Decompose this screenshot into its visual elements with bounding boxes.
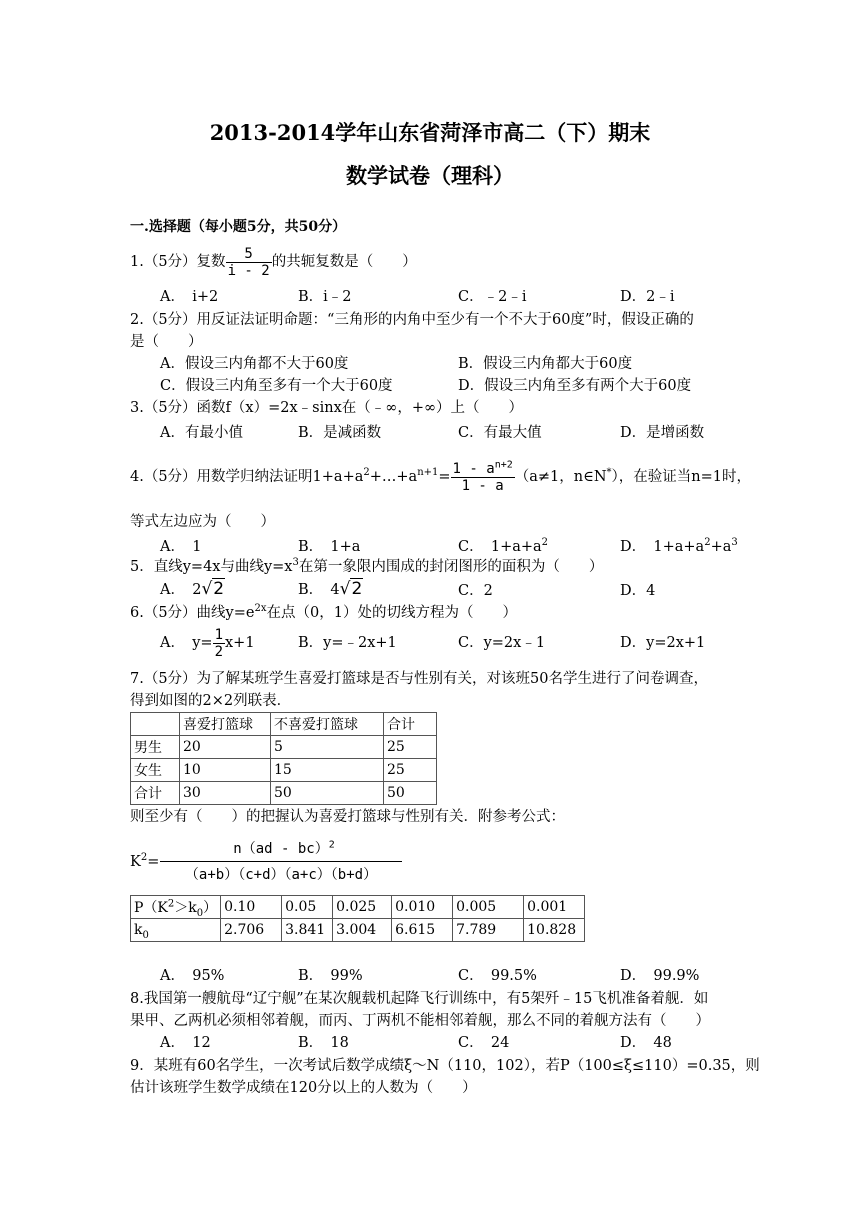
q5-option-b[interactable]	[298, 579, 363, 600]
question-5	[130, 557, 603, 577]
table-row	[131, 919, 585, 942]
q1-fraction	[226, 246, 272, 279]
table-row	[131, 782, 437, 805]
q6-text-a: 6.（5分）曲线y=e	[130, 605, 255, 621]
table-cell: 女生	[131, 759, 180, 782]
table-cell: 7.789	[453, 919, 524, 942]
p-label-end: ）	[203, 900, 218, 916]
q6-option-a-suffix: x+1	[225, 635, 255, 651]
q4-option-c[interactable]	[458, 537, 548, 557]
p-label-sup: 2	[167, 898, 175, 910]
q4-option-d-text: D． 1+a+a	[620, 539, 705, 555]
k2-label-k: K	[130, 854, 141, 870]
q5-option-a-text: A． 2	[160, 582, 202, 598]
q7-option-b[interactable]: B． 99%	[298, 968, 363, 984]
q8-option-a[interactable]: A． 12	[160, 1035, 211, 1051]
k0-label-sub: 0	[142, 929, 149, 941]
table-cell: 不喜爱打篮球	[271, 713, 384, 736]
p-label: P（K	[134, 900, 168, 916]
question-7-line-3: 则至少有（ ）的把握认为喜爱打篮球与性别有关．附参考公式：	[130, 809, 565, 825]
q1-option-b[interactable]: B．i﹣2	[298, 289, 352, 305]
table-cell: 0.05	[282, 896, 333, 919]
table-cell: 10.828	[524, 919, 585, 942]
table-cell: 男生	[131, 736, 180, 759]
q7-option-d[interactable]: D． 99.9%	[620, 968, 700, 984]
section-heading: 一.选择题（每小题5分，共50分）	[130, 219, 347, 235]
q4-equals: =	[438, 469, 451, 485]
k2-denominator: （a+b）（c+d）（a+c）（b+d）	[184, 867, 378, 883]
table-cell	[131, 713, 180, 736]
k2-numerator-text: n（ad - bc）	[233, 841, 329, 857]
contingency-table	[130, 712, 437, 805]
q6-sup: 2x	[254, 603, 267, 615]
table-cell: 2.706	[221, 919, 282, 942]
q1-suffix: 的共轭复数是（ ）	[271, 254, 417, 270]
table-cell: 25	[384, 759, 437, 782]
q5-text-a: 5．直线y=4x与曲线y=x	[130, 559, 293, 575]
q6-option-d[interactable]: D．y=2x+1	[620, 635, 706, 651]
q6-option-a-prefix: A． y=	[160, 635, 213, 651]
q5-option-a[interactable]	[160, 579, 225, 600]
table-cell: 50	[271, 782, 384, 805]
q4-numerator-base: 1 - a	[452, 460, 495, 477]
q8-option-c[interactable]: C． 24	[458, 1035, 510, 1051]
q1-option-d[interactable]: D．2﹣i	[620, 289, 675, 305]
table-cell: 合计	[384, 713, 437, 736]
table-cell	[131, 919, 221, 942]
q4-option-a[interactable]: A． 1	[160, 539, 202, 555]
table-cell: 10	[180, 759, 271, 782]
q5-option-c[interactable]: C．2	[458, 583, 493, 599]
table-cell: 25	[384, 736, 437, 759]
q7-option-c[interactable]: C． 99.5%	[458, 968, 537, 984]
question-7-line-1: 7.（5分）为了解某班学生喜爱打篮球是否与性别有关，对该班50名学生进行了问卷调查，	[130, 671, 709, 687]
q5-option-d[interactable]: D．4	[620, 583, 656, 599]
critical-value-table	[130, 895, 585, 942]
q8-option-b[interactable]: B． 18	[298, 1035, 349, 1051]
q4-sup-n1: n+1	[417, 467, 439, 479]
q5-option-b-radicand: 2	[351, 579, 363, 599]
table-cell: 6.615	[392, 919, 453, 942]
question-9-line-2: 估计该班学生数学成绩在120分以上的人数为（ ）	[130, 1080, 477, 1096]
table-cell: 喜爱打篮球	[180, 713, 271, 736]
question-2-line-1: 2.（5分）用反证法证明命题：“三角形的内角中至少有一个不大于60度”时，假设正确的	[130, 312, 694, 328]
q4-mid: +…+a	[369, 469, 418, 485]
k2-label-sup: 2	[140, 852, 148, 864]
q4-suffix: （a≠1，n∈N	[514, 469, 607, 485]
question-4	[130, 452, 751, 502]
table-cell: 0.10	[221, 896, 282, 919]
question-1	[130, 244, 417, 280]
q4-option-b[interactable]: B． 1+a	[298, 539, 361, 555]
table-cell: 0.005	[453, 896, 524, 919]
q5-text-b: 在第一象限内围成的封闭图形的面积为（ ）	[298, 559, 604, 575]
q1-option-c[interactable]: C．﹣2﹣i	[458, 289, 527, 305]
q2-option-d[interactable]: D．假设三内角至多有两个大于60度	[458, 378, 692, 394]
question-9-line-1: 9．某班有60名学生，一次考试后数学成绩ξ～N（110，102），若P（100≤ξ≤110）=0.35，则	[130, 1058, 760, 1074]
table-cell: 20	[180, 736, 271, 759]
page-subtitle: 数学试卷（理科）	[346, 163, 514, 188]
q3-option-d[interactable]: D．是增函数	[620, 425, 705, 441]
q3-option-a[interactable]: A．有最小值	[160, 425, 243, 441]
table-cell: 0.025	[333, 896, 392, 919]
q4-numerator-sup: n+2	[494, 458, 513, 470]
q4-numerator	[451, 458, 515, 478]
q4-suffix-2: ），在验证当n=1时，	[611, 469, 752, 485]
question-8-line-2: 果甲、乙两机必须相邻着舰，而丙、丁两机不能相邻着舰，那么不同的着舰方法有（ ）	[130, 1013, 710, 1029]
q4-option-d[interactable]	[620, 537, 738, 557]
q6-text-b: 在点（0，1）处的切线方程为（ ）	[266, 605, 517, 621]
table-row	[131, 736, 437, 759]
table-row	[131, 759, 437, 782]
q2-option-c[interactable]: C．假设三内角至多有一个大于60度	[160, 378, 393, 394]
question-4-line-2: 等式左边应为（ ）	[130, 514, 275, 530]
table-cell: 5	[271, 736, 384, 759]
q7-option-a[interactable]: A． 95%	[160, 968, 225, 984]
q3-option-c[interactable]: C．有最大值	[458, 425, 542, 441]
q8-option-d[interactable]: D． 48	[620, 1035, 672, 1051]
q4-fraction	[451, 458, 515, 494]
p-label-rest: ＞k	[174, 900, 197, 916]
k0-label: k	[134, 922, 143, 938]
table-cell: 30	[180, 782, 271, 805]
q4-star: *	[606, 467, 612, 479]
q2-option-a[interactable]: A．假设三内角都不大于60度	[160, 356, 349, 372]
question-8-line-1: 8.我国第一艘航母“辽宁舰”在某次舰载机起降飞行训练中，有5架歼﹣15飞机准备着舰．如	[130, 991, 709, 1007]
question-2-line-2: 是（ ）	[130, 334, 203, 350]
q2-option-b[interactable]: B．假设三内角都大于60度	[458, 356, 633, 372]
q1-numerator: 5	[226, 246, 272, 263]
q4-option-c-text: C． 1+a+a	[458, 539, 542, 555]
table-row	[131, 713, 437, 736]
question-7-line-2: 得到如图的2×2列联表．	[130, 693, 292, 709]
table-cell: 0.001	[524, 896, 585, 919]
k2-numerator-sup: 2	[328, 839, 335, 851]
page-title: 2013-2014学年山东省菏泽市高二（下）期末	[209, 120, 651, 145]
question-6	[130, 603, 517, 623]
q4-option-d-sup-1: 2	[704, 537, 711, 549]
table-cell: 15	[271, 759, 384, 782]
table-cell: 3.841	[282, 919, 333, 942]
q5-option-a-radicand: 2	[213, 579, 225, 599]
q4-option-c-sup: 2	[541, 537, 549, 549]
question-3: 3.（5分）函数f（x）=2x﹣sinx在（﹣∞，+∞）上（ ）	[130, 400, 524, 416]
k2-label	[130, 852, 159, 872]
q1-prefix: 1.（5分）复数	[130, 254, 226, 270]
q4-option-d-sup-2: 3	[731, 537, 738, 549]
q4-sup-2: 2	[363, 467, 370, 479]
q6-option-c[interactable]: C．y=2x﹣1	[458, 635, 546, 651]
q5-option-b-text: B． 4	[298, 582, 340, 598]
q6-option-b[interactable]: B．y=﹣2x+1	[298, 635, 397, 651]
q1-denominator: i - 2	[227, 262, 270, 279]
q3-option-b[interactable]: B．是减函数	[298, 425, 382, 441]
q5-sup: 3	[292, 557, 299, 569]
q6-option-a-numerator: 1	[214, 626, 223, 643]
sqrt-icon: √2	[201, 579, 225, 599]
k2-fraction-bar	[160, 861, 402, 862]
k2-label-eq: =	[147, 854, 160, 870]
q6-option-a[interactable]	[160, 625, 255, 661]
table-row	[131, 896, 585, 919]
table-cell: 0.010	[392, 896, 453, 919]
q4-option-d-mid: +a	[710, 539, 732, 555]
q6-option-a-fraction	[213, 627, 225, 660]
k2-numerator	[166, 838, 402, 858]
table-cell	[131, 896, 221, 919]
sqrt-icon: √2	[339, 579, 363, 599]
table-cell: 合计	[131, 782, 180, 805]
q1-option-a[interactable]: A． i+2	[160, 289, 219, 305]
q6-option-a-denominator: 2	[214, 643, 223, 660]
table-cell: 3.004	[333, 919, 392, 942]
q4-denominator: 1 - a	[461, 477, 504, 494]
table-cell: 50	[384, 782, 437, 805]
p-label-sub: 0	[196, 907, 204, 919]
q4-prefix: 4.（5分）用数学归纳法证明1+a+a	[130, 469, 364, 485]
